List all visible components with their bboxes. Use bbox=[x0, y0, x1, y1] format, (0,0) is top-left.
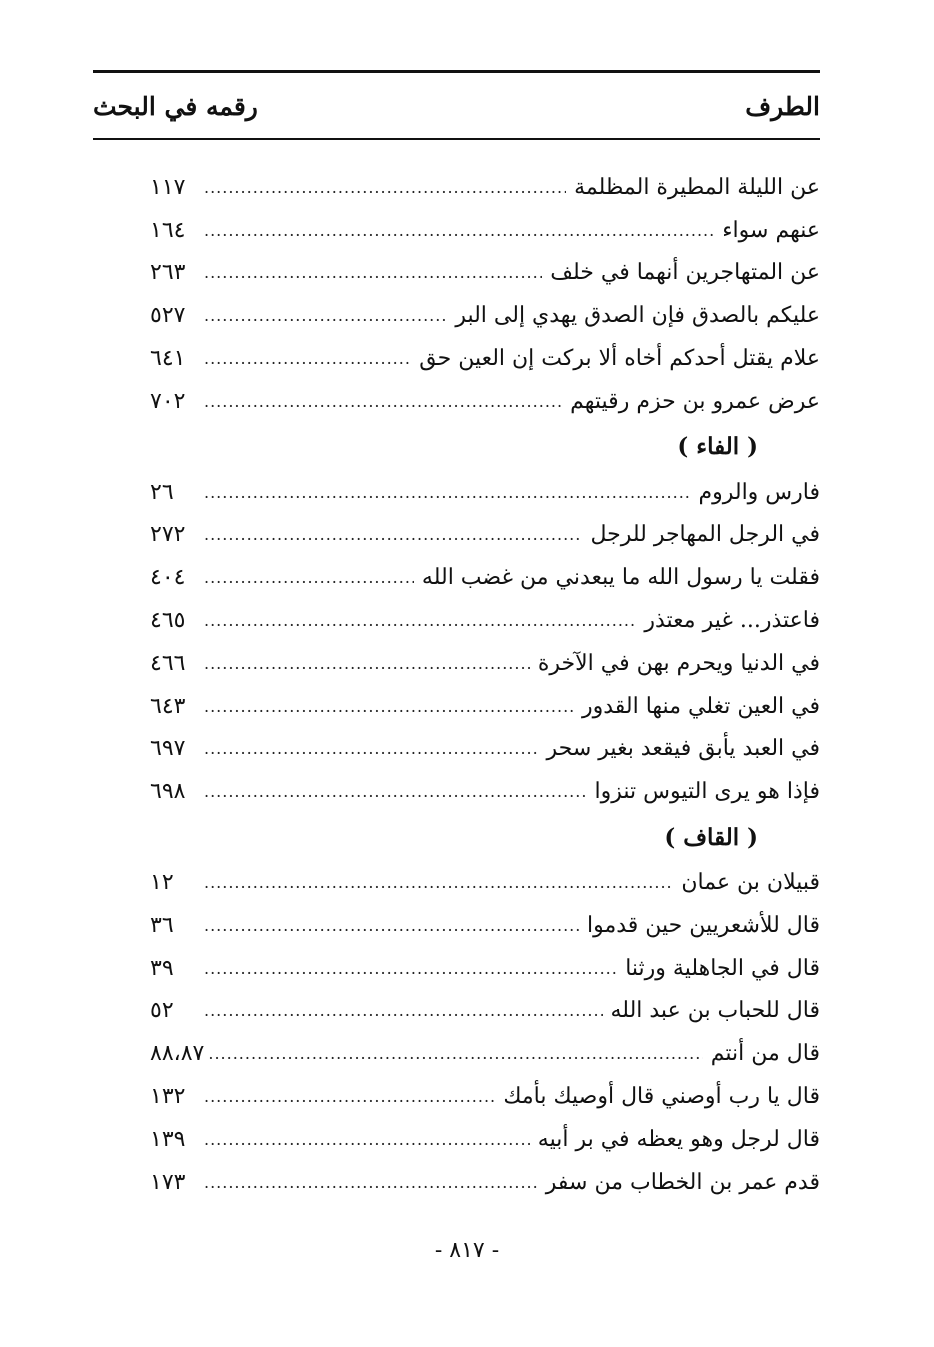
entry-number: ١٢ bbox=[150, 870, 174, 896]
entry-number: ٢٧٢ bbox=[150, 522, 186, 548]
entry-number: ٢٦ bbox=[150, 479, 174, 505]
entry-number: ٧٠٢ bbox=[150, 388, 186, 414]
entry-number: ٤٠٤ bbox=[150, 565, 186, 591]
dot-leader bbox=[208, 1043, 702, 1065]
index-entry bbox=[150, 556, 820, 599]
index-entry bbox=[150, 1075, 820, 1118]
entry-number: ٤٦٥ bbox=[150, 608, 186, 634]
dot-leader bbox=[204, 177, 566, 199]
section-heading: ( الفاء ) bbox=[677, 433, 758, 461]
dot-leader bbox=[204, 482, 690, 504]
entry-text: عرض عمرو بن حزم رقيتهم bbox=[570, 388, 820, 414]
entry-text: قال في الجاهلية ورثنا bbox=[625, 955, 820, 981]
header-number-label: رقمه في البحث bbox=[93, 91, 258, 121]
entry-number: ٦٤١ bbox=[150, 346, 186, 372]
entry-number: ٥٢ bbox=[150, 998, 174, 1024]
column-header bbox=[93, 78, 820, 134]
dot-leader bbox=[204, 348, 411, 370]
index-entry bbox=[150, 1032, 820, 1075]
header-entry-label: الطرف bbox=[745, 91, 820, 121]
dot-leader bbox=[204, 872, 673, 894]
entry-text: قال للأشعريين حين قدموا bbox=[586, 912, 820, 938]
entry-text: عن المتهاجرين أنهما في خلف bbox=[550, 260, 820, 286]
entry-number: ٥٢٧ bbox=[150, 303, 186, 329]
dot-leader bbox=[204, 305, 447, 327]
index-entry bbox=[150, 471, 820, 514]
entry-text: في العين تغلي منها القدور bbox=[581, 693, 820, 719]
dot-leader bbox=[204, 610, 636, 632]
dot-leader bbox=[204, 391, 562, 413]
dot-leader bbox=[204, 524, 582, 546]
dot-leader bbox=[204, 653, 530, 675]
entry-number: ٣٩ bbox=[150, 955, 174, 981]
index-entry bbox=[150, 904, 820, 947]
entry-number: ١١٧ bbox=[150, 174, 186, 200]
index-entry bbox=[150, 642, 820, 685]
entry-number: ٣٦ bbox=[150, 912, 174, 938]
entry-text: قبيلان بن عمان bbox=[681, 870, 820, 896]
index-entry bbox=[150, 990, 820, 1033]
index-entry bbox=[150, 1161, 820, 1204]
dot-leader bbox=[204, 738, 539, 760]
entry-number: ٤٦٦ bbox=[150, 650, 186, 676]
entry-text: علام يقتل أحدكم أخاه ألا بركت إن العين حق bbox=[419, 346, 820, 372]
index-entry bbox=[150, 770, 820, 813]
entry-text: في العبد يأبق فيقعد بغير سحر bbox=[546, 736, 820, 762]
index-entry bbox=[150, 209, 820, 252]
entry-number: ٦٩٨ bbox=[150, 779, 186, 805]
entry-text: فإذا هو يرى التيوس تنزوا bbox=[594, 779, 820, 805]
entry-number: ٢٦٣ bbox=[150, 260, 186, 286]
entry-text: قدم عمر بن الخطاب من سفر bbox=[545, 1169, 820, 1195]
entry-text: قال من أنتم bbox=[710, 1041, 820, 1067]
dot-leader bbox=[204, 696, 574, 718]
entry-number: ٨٨،٨٧ bbox=[150, 1041, 205, 1067]
index-entry bbox=[150, 380, 820, 423]
dot-leader bbox=[204, 1129, 530, 1151]
header-bottom-rule bbox=[93, 138, 820, 140]
dot-leader bbox=[204, 262, 542, 284]
header-top-rule bbox=[93, 70, 820, 73]
entry-text: فاعتذر... غير معتذر bbox=[644, 608, 820, 634]
dot-leader bbox=[204, 567, 414, 589]
entry-number: ١٣٢ bbox=[150, 1084, 186, 1110]
index-entry bbox=[150, 252, 820, 295]
dot-leader bbox=[204, 1000, 603, 1022]
entry-text: قال لرجل وهو يعظه في بر أبيه bbox=[537, 1126, 820, 1152]
section-heading: ( القاف ) bbox=[664, 823, 758, 851]
entry-text: عن الليلة المطيرة المظلمة bbox=[574, 174, 820, 200]
dot-leader bbox=[204, 220, 714, 242]
entry-text: قال للحباب بن عبد الله bbox=[610, 998, 820, 1024]
index-list bbox=[150, 166, 820, 1204]
index-entry bbox=[150, 685, 820, 728]
entry-text: قال يا رب أوصني قال أوصيك بأمك bbox=[503, 1084, 820, 1110]
index-entry bbox=[150, 947, 820, 990]
entry-text: في الرجل المهاجر للرجل bbox=[590, 522, 820, 548]
entry-text: فقلت يا رسول الله ما يبعدني من غضب الله bbox=[421, 565, 820, 591]
index-entry bbox=[150, 337, 820, 380]
entry-text: عنهم سواء bbox=[722, 217, 820, 243]
index-entry bbox=[150, 1118, 820, 1161]
dot-leader bbox=[204, 915, 579, 937]
index-entry bbox=[150, 294, 820, 337]
entry-number: ٦٩٧ bbox=[150, 736, 186, 762]
entry-number: ١٦٤ bbox=[150, 217, 186, 243]
entry-text: فارس والروم bbox=[698, 479, 820, 505]
dot-leader bbox=[204, 958, 617, 980]
entry-number: ١٧٣ bbox=[150, 1169, 186, 1195]
index-entry bbox=[150, 514, 820, 557]
dot-leader bbox=[204, 1172, 538, 1194]
page-number: - ٨١٧ - bbox=[434, 1238, 500, 1263]
entry-number: ٦٤٣ bbox=[150, 693, 186, 719]
index-entry bbox=[150, 861, 820, 904]
index-entry bbox=[150, 599, 820, 642]
index-entry bbox=[150, 166, 820, 209]
dot-leader bbox=[204, 1086, 495, 1108]
entry-text: في الدنيا ويحرم بهن في الآخرة bbox=[537, 650, 820, 676]
entry-text: عليكم بالصدق فإن الصدق يهدي إلى البر bbox=[455, 303, 820, 329]
index-entry bbox=[150, 728, 820, 771]
entry-number: ١٣٩ bbox=[150, 1126, 186, 1152]
dot-leader bbox=[204, 781, 587, 803]
